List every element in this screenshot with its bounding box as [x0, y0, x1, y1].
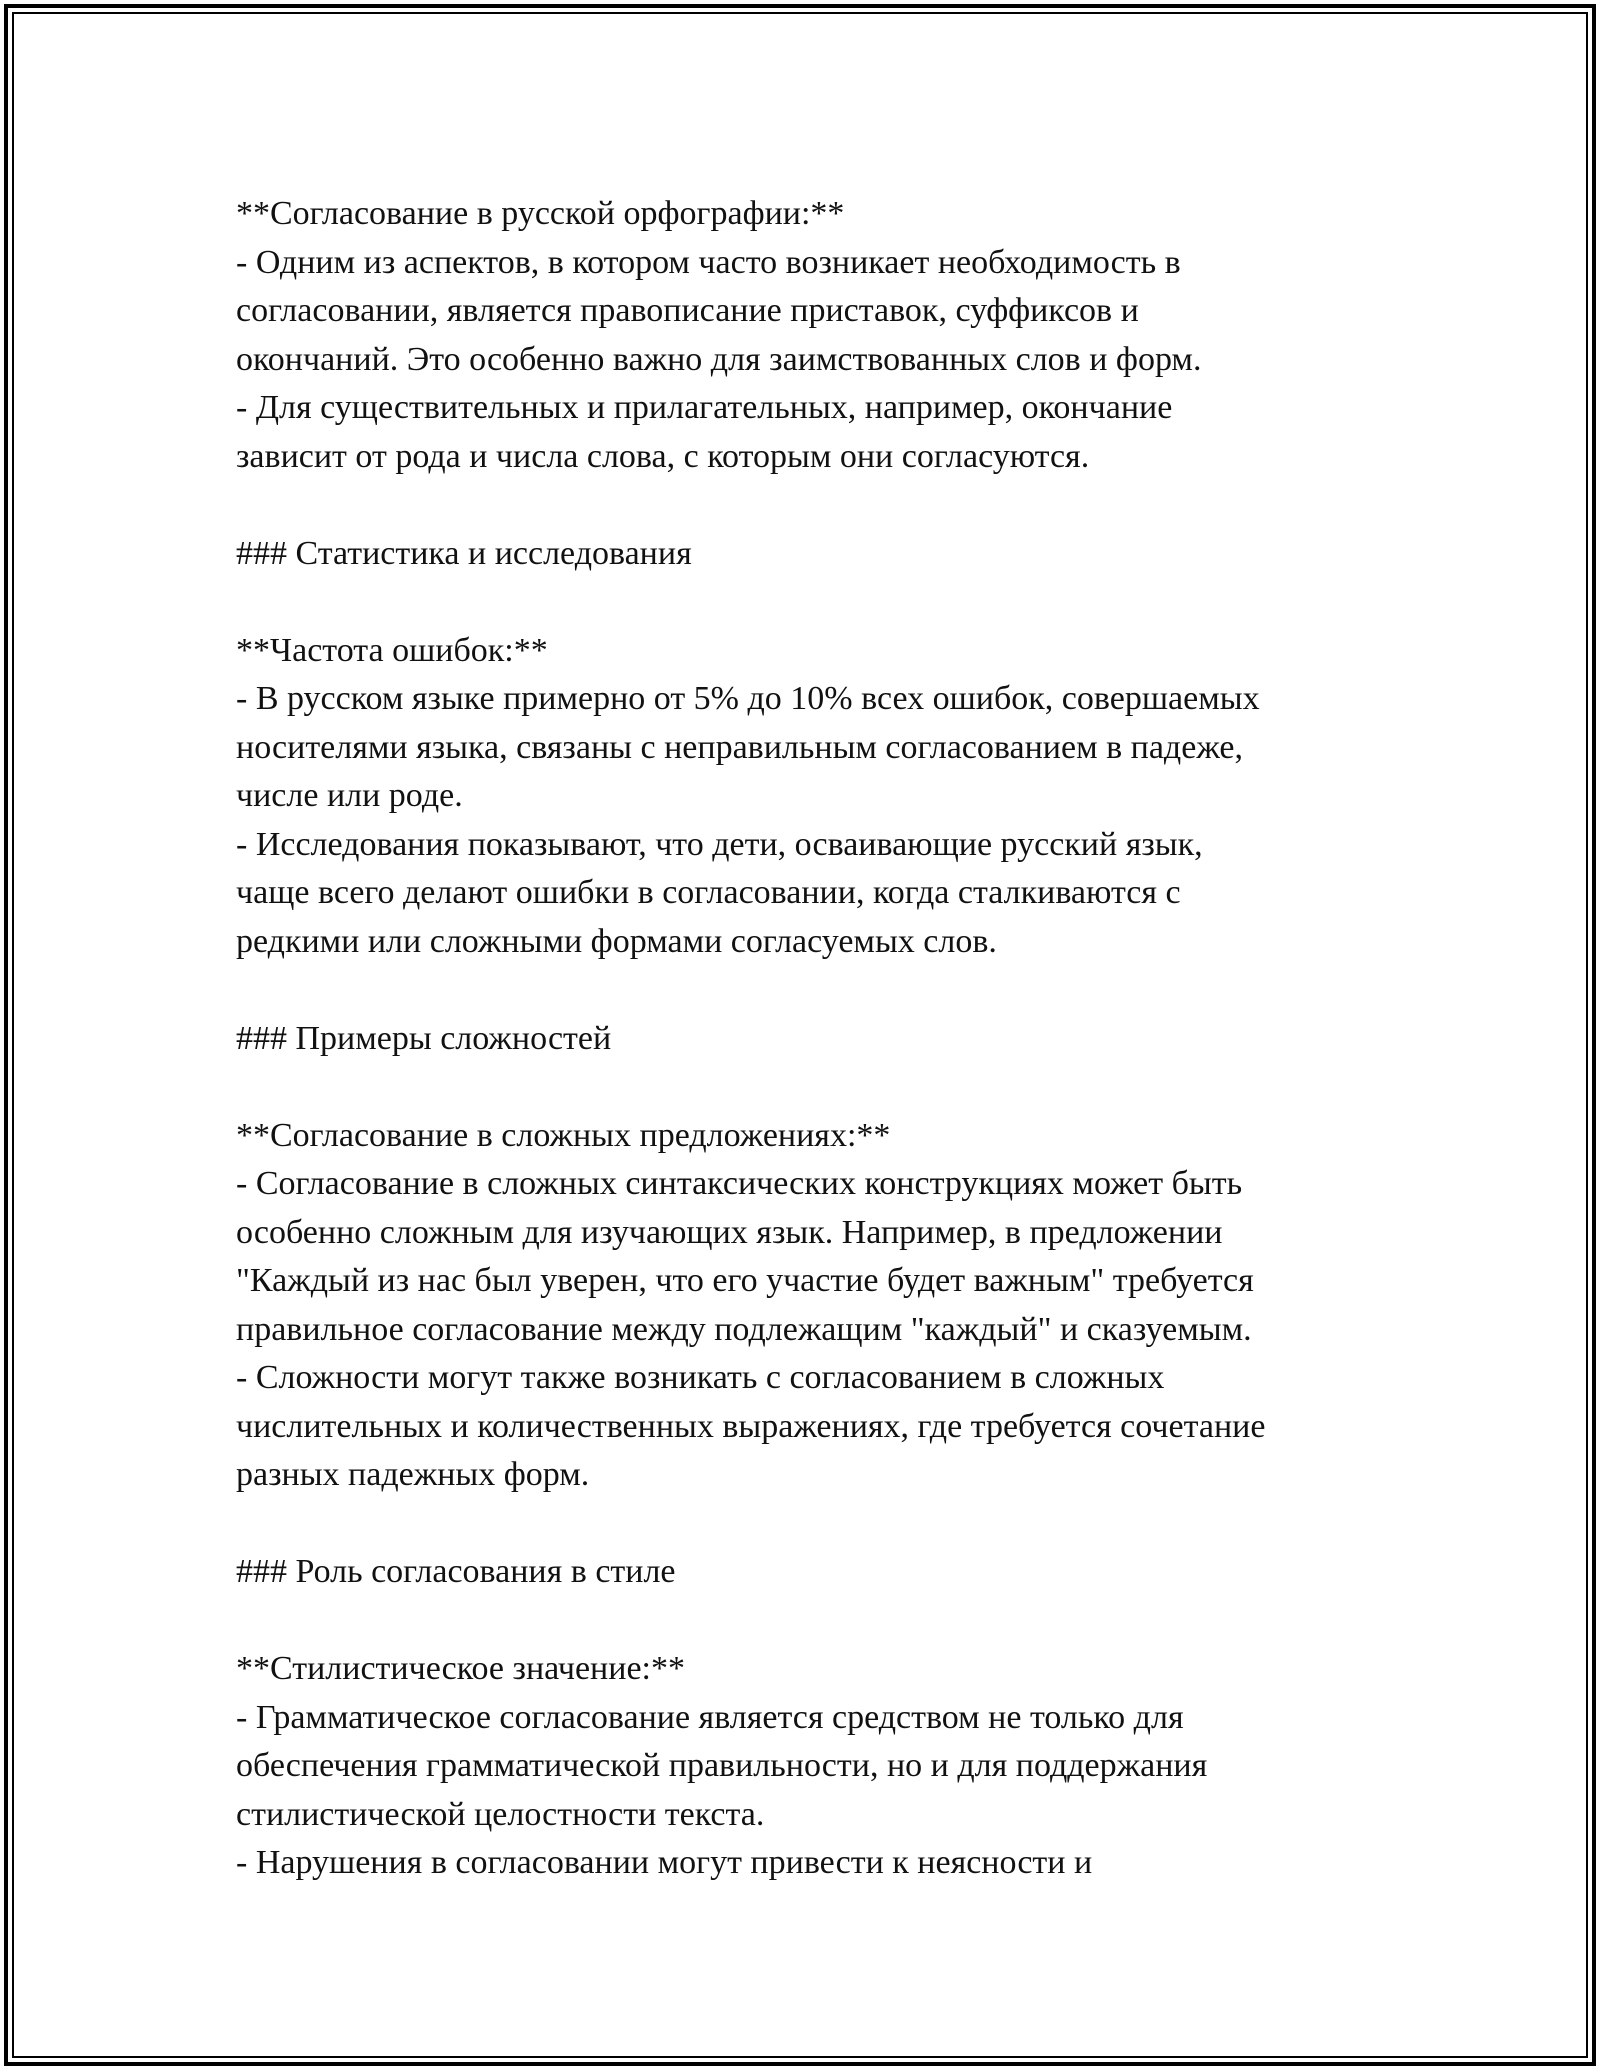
- section-heading: **Согласование в сложных предложениях:**: [236, 1116, 891, 1154]
- paragraph-line: зависит от рода и числа слова, с которым они согласуются.: [236, 437, 1090, 475]
- paragraph-line: разных падежных форм.: [236, 1456, 590, 1493]
- paragraph-line: - Грамматическое согласование является средством не только для: [236, 1698, 1184, 1736]
- section-heading: **Стилистическое значение:**: [236, 1650, 685, 1687]
- blank-line: [236, 1063, 1426, 1112]
- paragraph-line: чаще всего делают ошибки в согласовании, когда сталкиваются с: [236, 874, 1181, 911]
- paragraph-line: редкими или сложными формами согласуемых слов.: [236, 922, 997, 960]
- paragraph-line: особенно сложным для изучающих язык. Например, в предложении: [236, 1213, 1223, 1251]
- paragraph-line: окончаний. Это особенно важно для заимствованных слов и форм.: [236, 340, 1202, 378]
- blank-line: [236, 481, 1426, 530]
- section-heading: **Согласование в русской орфографии:**: [236, 195, 845, 232]
- paragraph-line: числительных и количественных выражениях, где требуется сочетание: [236, 1407, 1266, 1445]
- section-heading: ### Статистика и исследования: [236, 534, 692, 572]
- paragraph-line: - Для существительных и прилагательных, например, окончание: [236, 389, 1173, 426]
- blank-line: [236, 1597, 1426, 1646]
- section-heading: ### Роль согласования в стиле: [236, 1553, 676, 1590]
- paragraph-line: числе или роде.: [236, 777, 463, 814]
- paragraph-line: - Нарушения в согласовании могут привести к неясности и: [236, 1844, 1093, 1881]
- paragraph-line: - Согласование в сложных синтаксических конструкциях может быть: [236, 1165, 1243, 1202]
- paragraph-line: стилистической целостности текста.: [236, 1795, 765, 1833]
- blank-line: [236, 1500, 1426, 1549]
- paragraph-line: "Каждый из нас был уверен, что его участие будет важным" требуется: [236, 1262, 1254, 1299]
- paragraph-line: обеспечения грамматической правильности, но и для поддержания: [236, 1747, 1208, 1784]
- paragraph-line: - Исследования показывают, что дети, осваивающие русский язык,: [236, 825, 1203, 863]
- paragraph-line: - Одним из аспектов, в котором часто возникает необходимость в: [236, 243, 1181, 281]
- paragraph-line: носителями языка, связаны с неправильным согласованием в падеже,: [236, 728, 1243, 766]
- paragraph-line: согласовании, является правописание приставок, суффиксов и: [236, 292, 1139, 329]
- paragraph-line: - Сложности могут также возникать с согласованием в сложных: [236, 1359, 1165, 1396]
- paragraph-line: правильное согласование между подлежащим "каждый" и сказуемым.: [236, 1310, 1252, 1348]
- section-heading: **Частота ошибок:**: [236, 631, 548, 669]
- blank-line: [236, 966, 1426, 1015]
- section-heading: ### Примеры сложностей: [236, 1019, 612, 1057]
- document-body: [236, 190, 1426, 1888]
- paragraph-line: - В русском языке примерно от 5% до 10% всех ошибок, совершаемых: [236, 680, 1260, 717]
- blank-line: [236, 578, 1426, 627]
